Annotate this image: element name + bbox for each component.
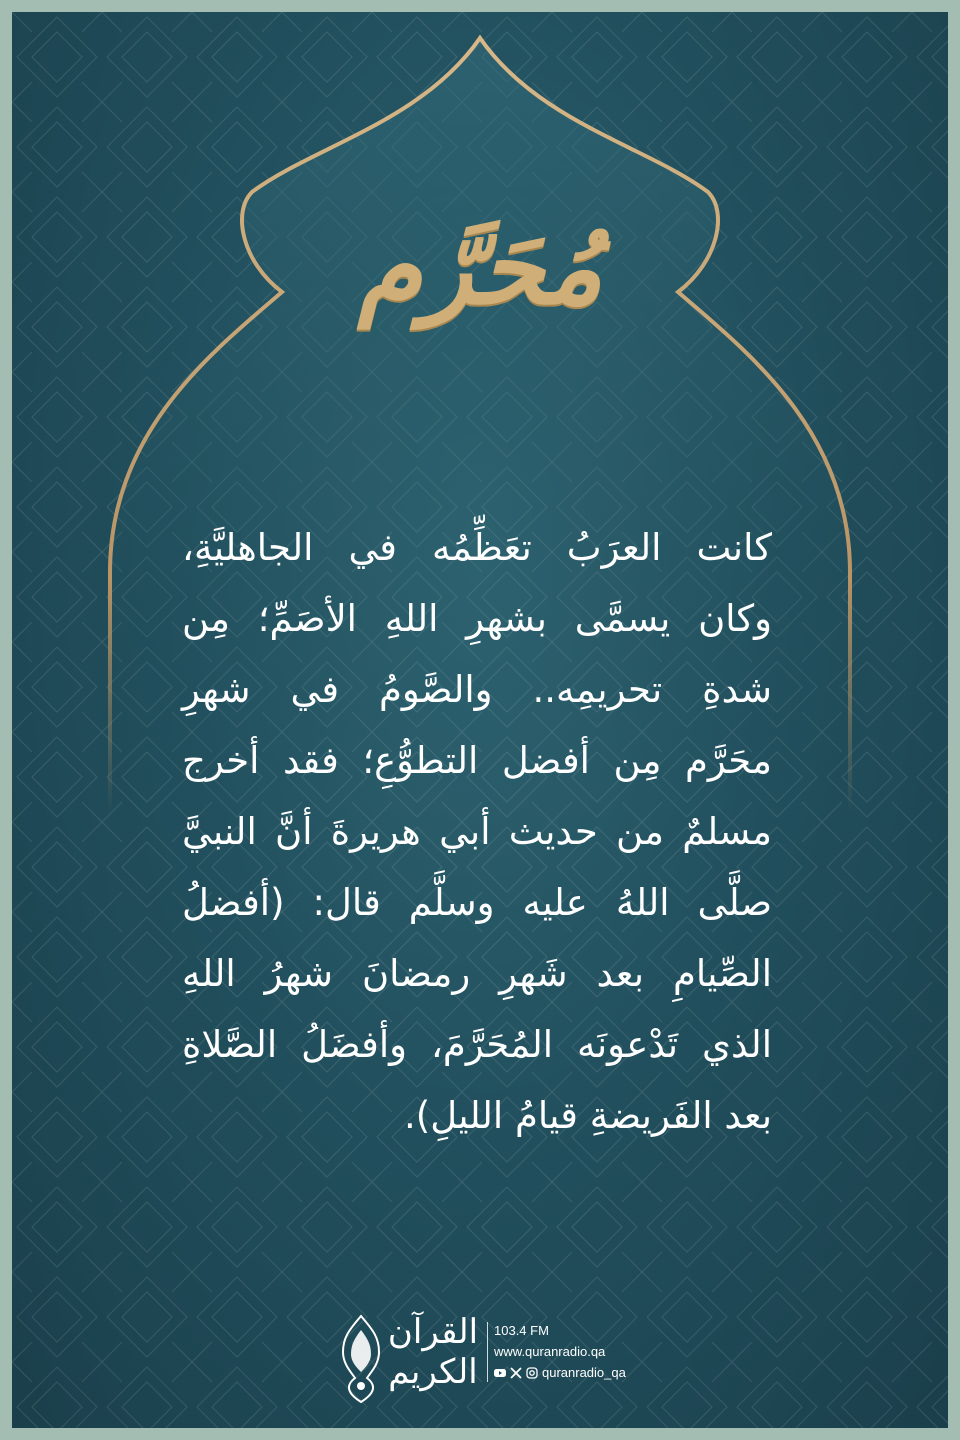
body-line: الذي تَدْعونَه المُحَرَّمَ، وأفضَلُ الصَّلاةِ bbox=[182, 1023, 772, 1066]
body-paragraph bbox=[182, 512, 772, 1151]
contact-info bbox=[494, 1320, 654, 1383]
page-title: مُحَرَّم bbox=[357, 205, 603, 328]
body-line: مسلمٌ من حديث أبي هريرةَ أنَّ النبيَّ bbox=[182, 810, 772, 853]
footer bbox=[337, 1308, 647, 1408]
logo-line-2: الكريم bbox=[388, 1352, 478, 1392]
title-calligraphy bbox=[330, 172, 630, 362]
body-line: وكان يسمَّى بشهرِ اللهِ الأصَمِّ؛ مِن bbox=[182, 597, 772, 640]
body-line: بعد الفَريضةِ قيامُ الليلِ). bbox=[404, 1094, 772, 1137]
social-handle[interactable]: quranradio_qa bbox=[542, 1365, 626, 1380]
logo-line-1: القرآن bbox=[387, 1312, 479, 1352]
poster bbox=[12, 12, 948, 1428]
instagram-icon[interactable] bbox=[526, 1367, 538, 1379]
body-line: صلَّى اللهُ عليه وسلَّم قال: (أفضلُ bbox=[182, 881, 772, 924]
body-line: محَرَّم مِن أفضل التطوُّعِ؛ فقد أخرج bbox=[182, 739, 772, 782]
body-line: الصِّيامِ بعد شَهرِ رمضانَ شهرُ اللهِ bbox=[182, 952, 772, 995]
x-icon[interactable] bbox=[510, 1367, 522, 1379]
frequency: 103.4 FM bbox=[494, 1323, 549, 1338]
youtube-icon[interactable] bbox=[494, 1367, 506, 1379]
ornament-icon bbox=[337, 1314, 385, 1404]
website-link[interactable]: www.quranradio.qa bbox=[494, 1344, 606, 1359]
body-line: شدةِ تحريمِه.. والصَّومُ في شهرِ bbox=[182, 668, 772, 711]
body-line: كانت العرَبُ تعَظِّمُه في الجاهليَّةِ، bbox=[182, 526, 772, 569]
social-row bbox=[494, 1362, 654, 1383]
divider bbox=[487, 1322, 488, 1382]
station-logo bbox=[381, 1312, 485, 1392]
